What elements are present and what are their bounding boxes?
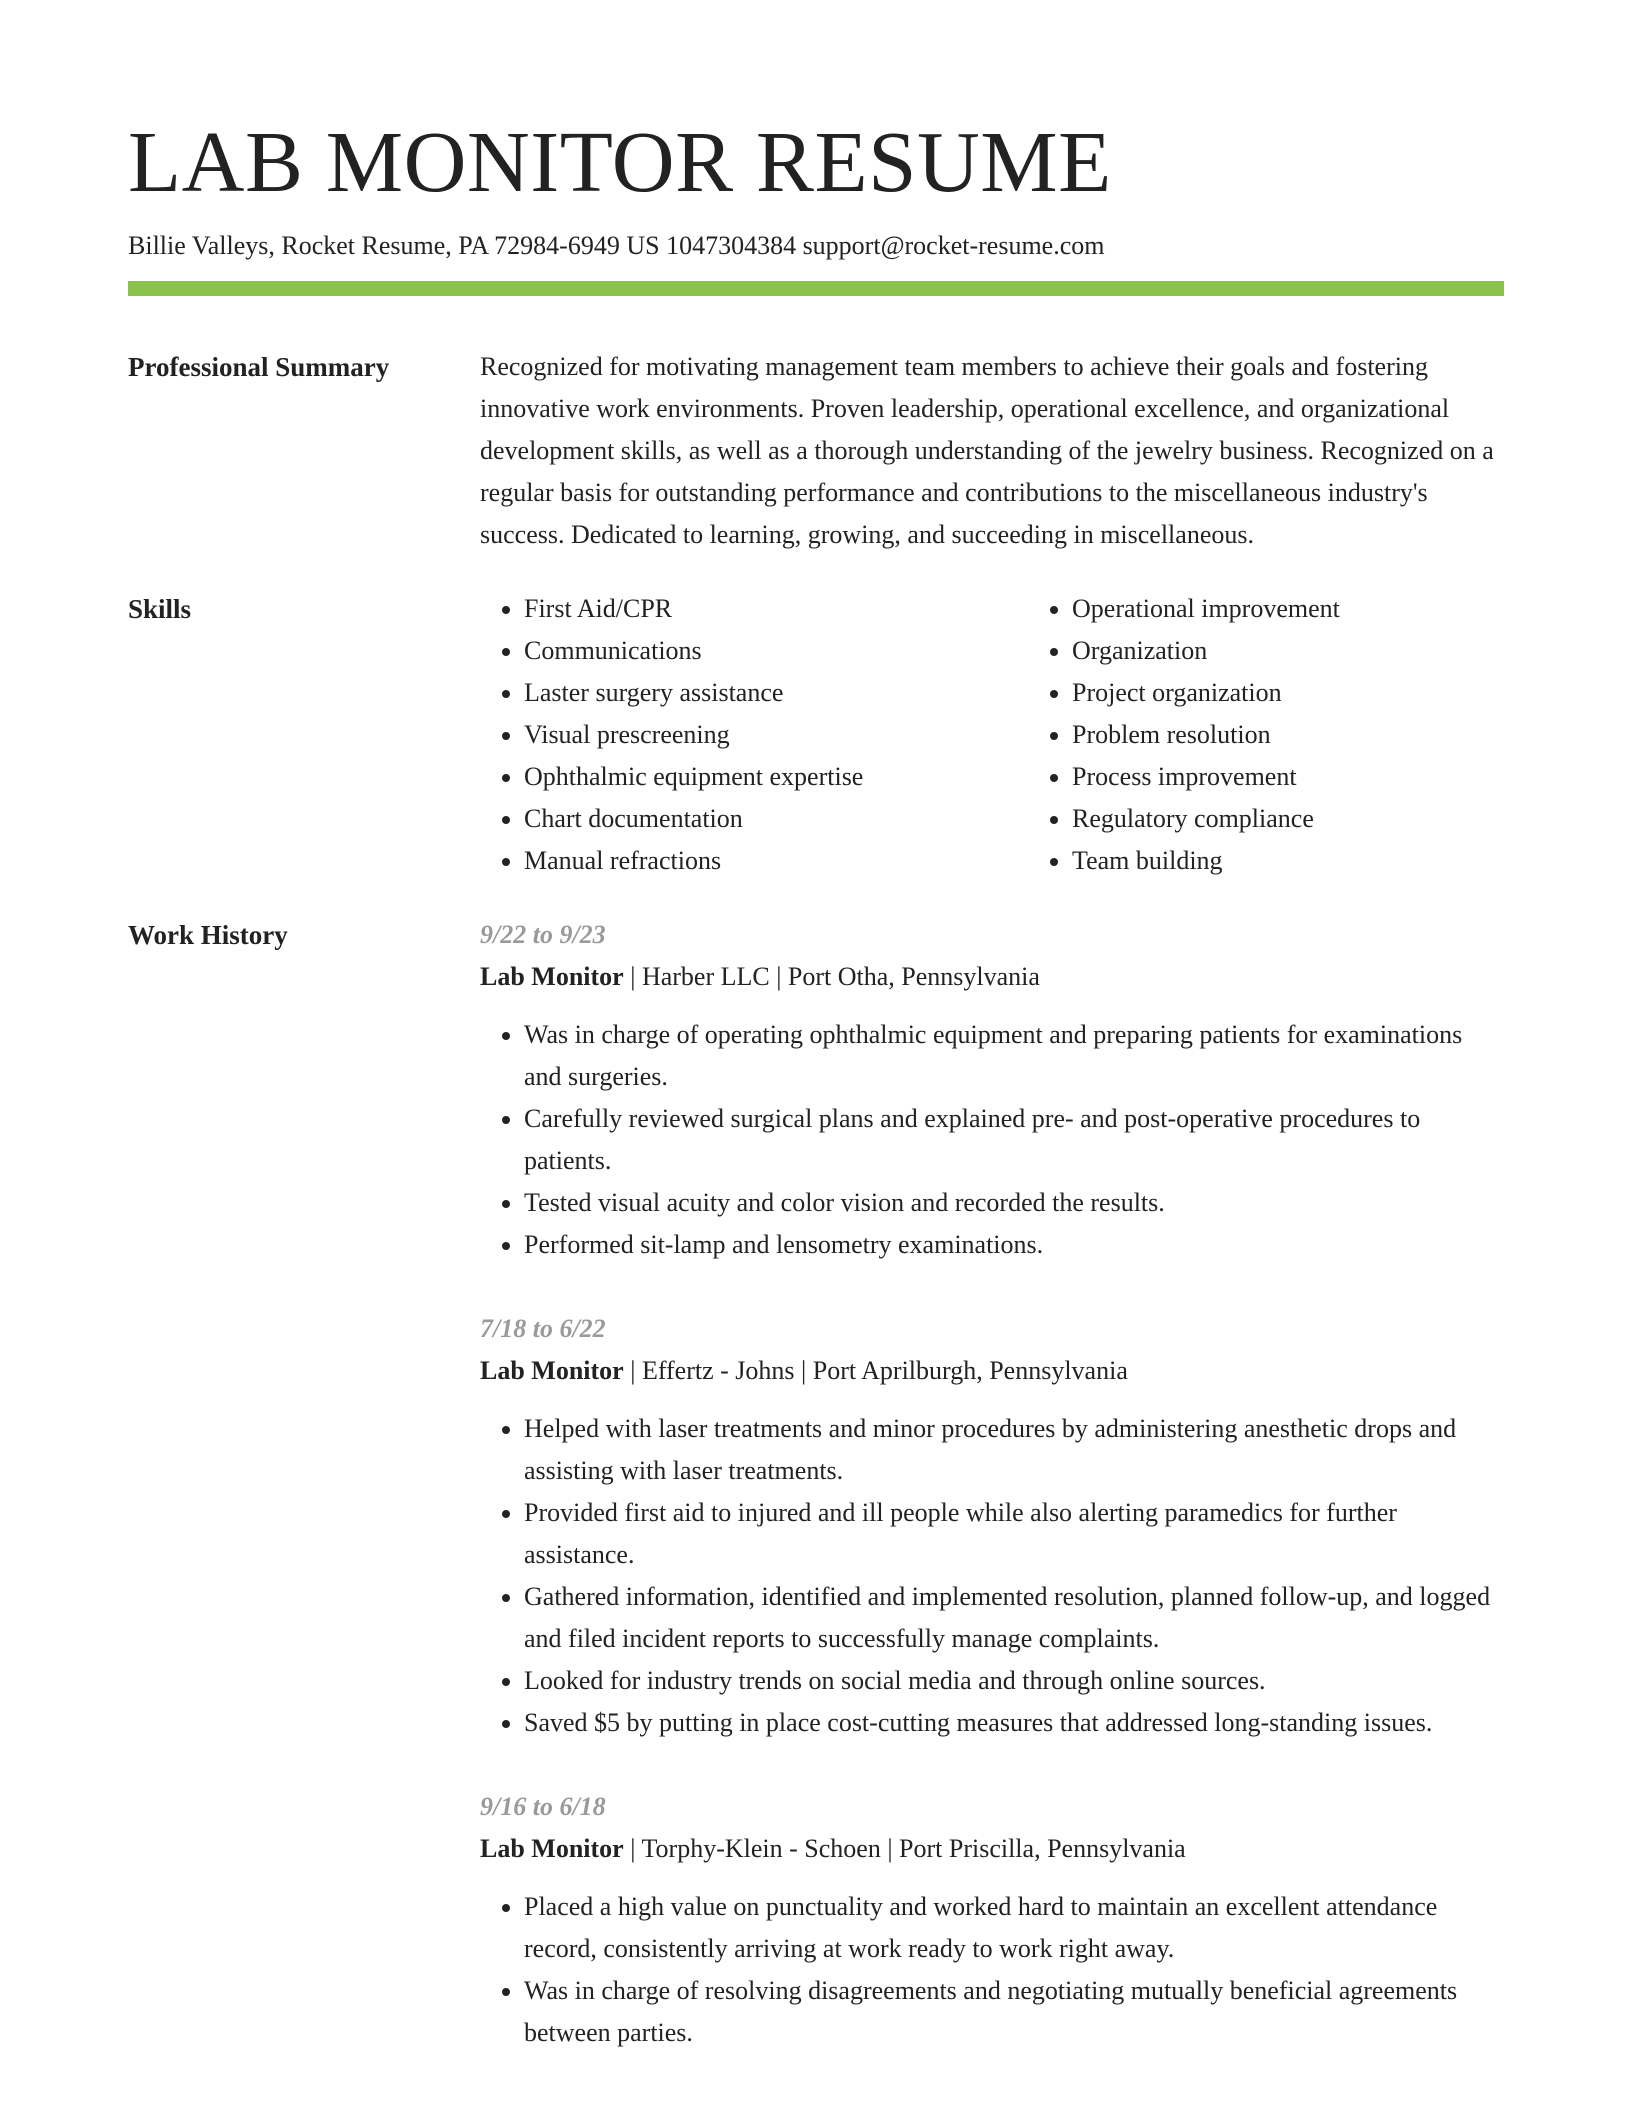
skill-item: • Regulatory compliance [1072,798,1576,840]
job-employer-location: | Effertz - Johns | Port Aprilburgh, Pennsylvania [623,1356,1128,1385]
work-history-heading: Work History [128,920,288,950]
skill-item: • Chart documentation [524,798,1028,840]
skill-item: • Manual refractions [524,840,1028,882]
job-employer-location: | Torphy-Klein - Schoen | Port Priscilla, Pennsylvania [623,1834,1186,1863]
skill-item: • Visual prescreening [524,714,1028,756]
skills-columns [480,588,1576,882]
job-duty: • Looked for industry trends on social media and through online sources. [524,1660,1504,1702]
job-dates: 7/18 to 6/22 [480,1314,606,1343]
skill-item: • Operational improvement [1072,588,1576,630]
skill-item: • Project organization [1072,672,1576,714]
job-duties [480,1014,1504,1266]
summary-heading: Professional Summary [128,352,390,382]
job-duty: • Provided first aid to injured and ill people while also alerting paramedics for further assistance. [524,1492,1504,1576]
job-entry [480,914,1504,1266]
skill-item: • Team building [1072,840,1576,882]
job-employer-location: | Harber LLC | Port Otha, Pennsylvania [623,962,1040,991]
job-title: Lab Monitor [480,962,624,991]
skills-list-left [480,588,1028,882]
job-header [480,1828,1504,1870]
work-history-section [128,914,1504,2096]
work-history-entries [480,914,1504,2096]
job-duty: • Placed a high value on punctuality and worked hard to maintain an excellent attendance record, consistently arriving at work ready to work right away. [524,1886,1504,1970]
job-title: Lab Monitor [480,1356,624,1385]
summary-section [128,346,1504,556]
skill-item: • Problem resolution [1072,714,1576,756]
contact-line: Billie Valleys, Rocket Resume, PA 72984-6949 US 1047304384 support@rocket-resume.com [128,231,1105,260]
job-dates: 9/16 to 6/18 [480,1792,606,1821]
job-duty: • Helped with laser treatments and minor procedures by administering anesthetic drops and assisting with laser treatments. [524,1408,1504,1492]
job-duty: • Was in charge of resolving disagreements and negotiating mutually beneficial agreements between parties. [524,1970,1504,2054]
skill-item: • Communications [524,630,1028,672]
skill-item: • Ophthalmic equipment expertise [524,756,1028,798]
skill-item: • Laster surgery assistance [524,672,1028,714]
header-divider [128,281,1504,296]
job-title: Lab Monitor [480,1834,624,1863]
job-duty: • Performed sit-lamp and lensometry examinations. [524,1224,1504,1266]
job-entry [480,1786,1504,2054]
skill-item: • First Aid/CPR [524,588,1028,630]
job-duties [480,1886,1504,2054]
skills-heading: Skills [128,594,192,624]
skills-list-right [1028,588,1576,882]
skill-item: • Process improvement [1072,756,1576,798]
job-duty: • Gathered information, identified and implemented resolution, planned follow-up, and logged and filed incident reports to successfully manage complaints. [524,1576,1504,1660]
summary-text: Recognized for motivating management team members to achieve their goals and fostering innovative work environments. Proven leadership, operational excellence, and organizational development skills, as well as a thorough understanding of the jewelry business. Recognized on a regular basis for outstanding performance and contributions to the miscellaneous industry's success. Dedicated to learning, growing, and succeeding in miscellaneous. [480,352,1494,549]
job-duty: • Saved $5 by putting in place cost-cutting measures that addressed long-standing issues. [524,1702,1504,1744]
job-header [480,1350,1504,1392]
job-header [480,956,1504,998]
job-duties [480,1408,1504,1744]
job-duty: • Tested visual acuity and color vision and recorded the results. [524,1182,1504,1224]
skills-section [128,588,1504,882]
job-dates: 9/22 to 9/23 [480,920,606,949]
job-entry [480,1308,1504,1744]
job-duty: • Was in charge of operating ophthalmic equipment and preparing patients for examinations and surgeries. [524,1014,1504,1098]
job-duty: • Carefully reviewed surgical plans and explained pre- and post-operative procedures to patients. [524,1098,1504,1182]
skill-item: • Organization [1072,630,1576,672]
resume-title: LAB MONITOR RESUME [128,113,1112,210]
